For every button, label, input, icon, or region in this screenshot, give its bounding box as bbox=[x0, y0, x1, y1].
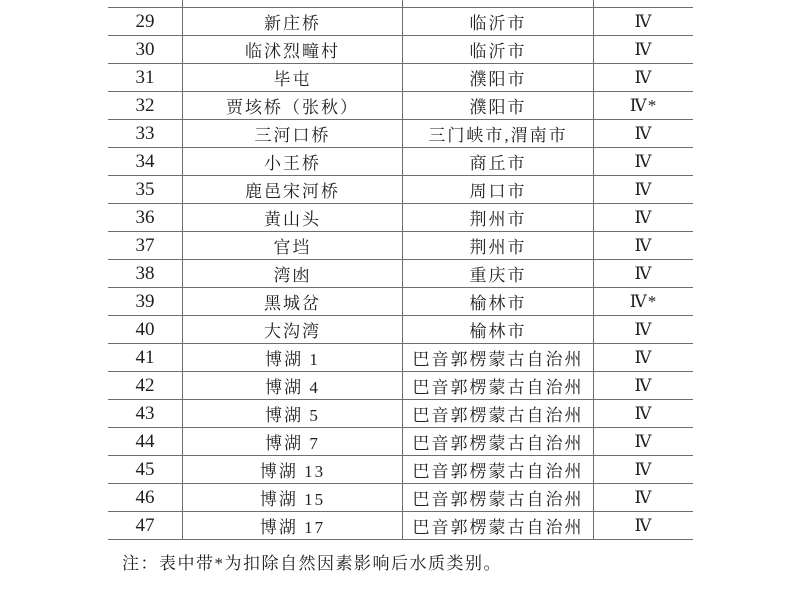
cell-row-number: 35 bbox=[135, 178, 155, 200]
cell-section-name: 大沟湾 bbox=[182, 316, 402, 343]
cell-section-name: 官垱 bbox=[182, 232, 402, 259]
table-row bbox=[108, 148, 693, 176]
cell-city: 巴音郭楞蒙古自治州 bbox=[402, 400, 593, 427]
cell-section-name: 博湖 1 bbox=[182, 344, 402, 371]
cell-section-name: 博湖 13 bbox=[182, 456, 402, 483]
table-row bbox=[108, 456, 693, 484]
cell-section-name: 小王桥 bbox=[182, 148, 402, 175]
cell-row-number: 39 bbox=[135, 290, 155, 312]
cell-section-name: 博湖 5 bbox=[182, 400, 402, 427]
cell-city: 巴音郭楞蒙古自治州 bbox=[402, 428, 593, 455]
cell-water-quality-grade: Ⅳ bbox=[593, 428, 693, 455]
cell-section-name: 毕屯 bbox=[182, 64, 402, 91]
table-row bbox=[108, 176, 693, 204]
cell-section-name: 新庄桥 bbox=[182, 8, 402, 35]
table-row bbox=[108, 484, 693, 512]
cell-row-number: 44 bbox=[135, 430, 155, 452]
cell-water-quality-grade: Ⅳ bbox=[593, 8, 693, 35]
cell-city: 荆州市 bbox=[402, 232, 593, 259]
cell-row-number: 42 bbox=[135, 374, 155, 396]
cell-section-name: 鹿邑宋河桥 bbox=[182, 176, 402, 203]
cell-water-quality-grade: Ⅳ bbox=[593, 64, 693, 91]
cell-row-number: 36 bbox=[135, 206, 155, 228]
cell-city: 濮阳市 bbox=[402, 92, 593, 119]
table-row bbox=[108, 204, 693, 232]
cell-city: 榆林市 bbox=[402, 316, 593, 343]
cell-city: 商丘市 bbox=[402, 148, 593, 175]
cell-water-quality-grade: Ⅳ* bbox=[593, 92, 693, 119]
table-row bbox=[108, 92, 693, 120]
cell-row-number: 30 bbox=[135, 38, 155, 60]
table-row bbox=[108, 36, 693, 64]
cell-section-name: 黄山头 bbox=[182, 204, 402, 231]
cell-water-quality-grade: Ⅳ bbox=[593, 120, 693, 147]
cell-section-name: 黑城岔 bbox=[182, 288, 402, 315]
table-row bbox=[108, 288, 693, 316]
cell-row-number: 40 bbox=[135, 318, 155, 340]
cell-water-quality-grade: Ⅳ bbox=[593, 204, 693, 231]
cell-city: 临沂市 bbox=[402, 8, 593, 35]
cell-water-quality-grade: Ⅳ bbox=[593, 372, 693, 399]
table-row bbox=[108, 316, 693, 344]
cell-row-number: 41 bbox=[135, 346, 155, 368]
footnote: 注：表中带*为扣除自然因素影响后水质类别。 bbox=[122, 554, 502, 573]
table-row bbox=[108, 512, 693, 540]
cell-row-number: 38 bbox=[135, 262, 155, 284]
cell-city: 三门峡市,渭南市 bbox=[402, 120, 593, 147]
cell-row-number: 34 bbox=[135, 150, 155, 172]
cell-water-quality-grade: Ⅳ bbox=[593, 400, 693, 427]
cell-row-number: 37 bbox=[135, 234, 155, 256]
cell-row-number: 45 bbox=[135, 458, 155, 480]
table-row bbox=[108, 64, 693, 92]
cell-section-name: 三河口桥 bbox=[182, 120, 402, 147]
cell-water-quality-grade: Ⅳ bbox=[593, 148, 693, 175]
cell-section-name: 临沭烈疃村 bbox=[182, 36, 402, 63]
cell-row-number: 31 bbox=[135, 66, 155, 88]
cell-section-name: 贾垓桥（张秋） bbox=[182, 92, 402, 119]
table-row bbox=[108, 260, 693, 288]
cell-water-quality-grade: Ⅳ bbox=[593, 344, 693, 371]
cell-row-number: 29 bbox=[135, 10, 155, 32]
cell-row-number: 32 bbox=[135, 94, 155, 116]
cell-city: 榆林市 bbox=[402, 288, 593, 315]
cell-water-quality-grade: Ⅳ bbox=[593, 456, 693, 483]
cell-city: 巴音郭楞蒙古自治州 bbox=[402, 456, 593, 483]
cell-section-name: 博湖 17 bbox=[182, 512, 402, 539]
cell-city: 濮阳市 bbox=[402, 64, 593, 91]
cell-water-quality-grade: Ⅳ bbox=[593, 260, 693, 287]
cell-city: 巴音郭楞蒙古自治州 bbox=[402, 372, 593, 399]
table-body bbox=[108, 8, 693, 540]
cell-row-number: 43 bbox=[135, 402, 155, 424]
cell-city: 临沂市 bbox=[402, 36, 593, 63]
cell-section-name: 博湖 15 bbox=[182, 484, 402, 511]
cell-city: 周口市 bbox=[402, 176, 593, 203]
table-row bbox=[108, 232, 693, 260]
cell-city: 巴音郭楞蒙古自治州 bbox=[402, 344, 593, 371]
cell-section-name: 博湖 7 bbox=[182, 428, 402, 455]
water-quality-table bbox=[108, 7, 693, 540]
cell-water-quality-grade: Ⅳ bbox=[593, 512, 693, 539]
cell-section-name: 湾凼 bbox=[182, 260, 402, 287]
cell-city: 巴音郭楞蒙古自治州 bbox=[402, 512, 593, 539]
cell-water-quality-grade: Ⅳ bbox=[593, 232, 693, 259]
table-row bbox=[108, 400, 693, 428]
cell-water-quality-grade: Ⅳ bbox=[593, 484, 693, 511]
cell-city: 荆州市 bbox=[402, 204, 593, 231]
table-row bbox=[108, 344, 693, 372]
cell-city: 巴音郭楞蒙古自治州 bbox=[402, 484, 593, 511]
table-row bbox=[108, 8, 693, 36]
cell-city: 重庆市 bbox=[402, 260, 593, 287]
cell-row-number: 33 bbox=[135, 122, 155, 144]
cell-row-number: 46 bbox=[135, 486, 155, 508]
cell-section-name: 博湖 4 bbox=[182, 372, 402, 399]
table-row bbox=[108, 372, 693, 400]
cell-water-quality-grade: Ⅳ bbox=[593, 316, 693, 343]
cell-water-quality-grade: Ⅳ bbox=[593, 176, 693, 203]
cell-water-quality-grade: Ⅳ* bbox=[593, 288, 693, 315]
cell-water-quality-grade: Ⅳ bbox=[593, 36, 693, 63]
table-row bbox=[108, 120, 693, 148]
table-row bbox=[108, 428, 693, 456]
cell-row-number: 47 bbox=[135, 514, 155, 536]
